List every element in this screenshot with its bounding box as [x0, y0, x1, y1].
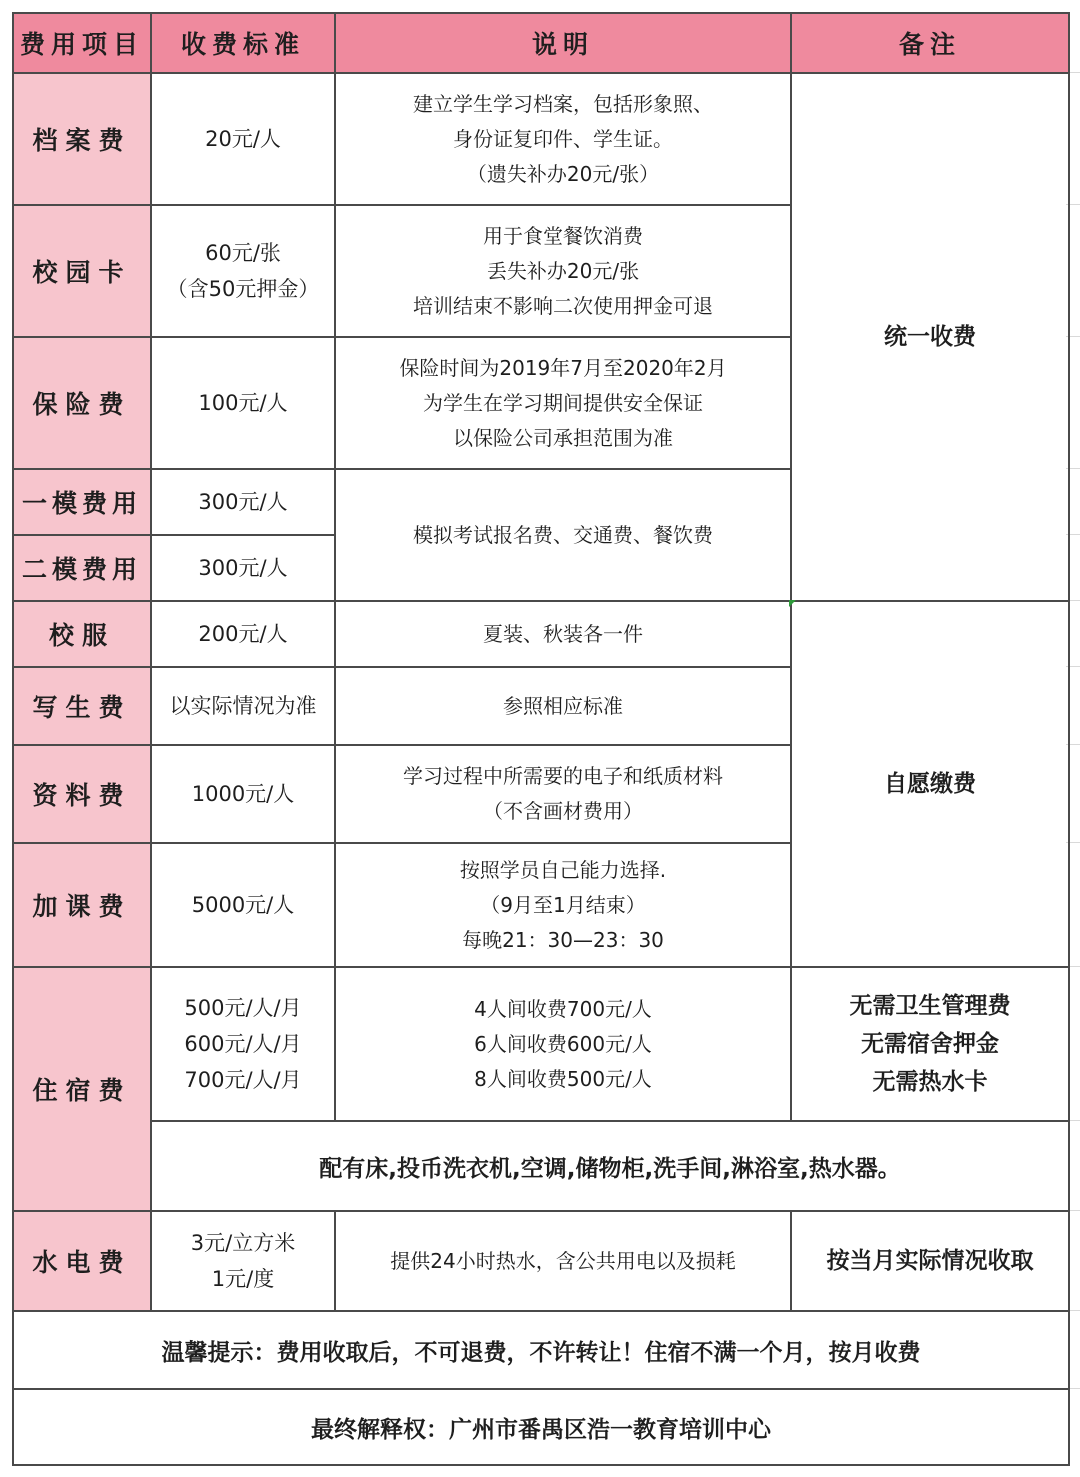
desc-campus-card: [335, 205, 791, 337]
standard-line: 700元/人/月: [184, 1068, 302, 1092]
remark-line: 无需卫生管理费: [849, 993, 1011, 1019]
header-remark: 备注: [791, 13, 1069, 73]
standard-lodging: [151, 967, 335, 1121]
desc-line: 6人间收费600元/人: [474, 1031, 652, 1056]
standard-sketch: 以实际情况为准: [151, 667, 335, 745]
table-row-tip: [13, 1311, 1069, 1389]
table-row-lodging: [13, 967, 1069, 1121]
item-uniform: 校服: [13, 601, 151, 667]
table-row-archive: [13, 73, 1069, 205]
header-item: 费用项目: [13, 13, 151, 73]
cell-comment-marker: [789, 600, 796, 607]
desc-line: （遗失补办20元/张）: [466, 161, 660, 186]
desc-line: 以保险公司承担范围为准: [453, 425, 673, 450]
desc-line: 按照学员自己能力选择.: [459, 857, 667, 882]
desc-uniform: 夏装、秋装各一件: [335, 601, 791, 667]
desc-line: 身份证复印件、学生证。: [453, 126, 673, 151]
desc-insurance: [335, 337, 791, 469]
table-row-uniform: [13, 601, 1069, 667]
standard-materials: 1000元/人: [151, 745, 335, 843]
standard-insurance: 100元/人: [151, 337, 335, 469]
fee-table: [12, 12, 1070, 1466]
item-mock1: 一模费用: [13, 469, 151, 535]
desc-line: 用于食堂餐饮消费: [483, 223, 643, 248]
standard-mock1: 300元/人: [151, 469, 335, 535]
desc-line: 每晚21：30—23：30: [462, 927, 664, 952]
standard-uniform: 200元/人: [151, 601, 335, 667]
desc-line: 保险时间为2019年7月至2020年2月: [399, 355, 727, 380]
item-archive: 档案费: [13, 73, 151, 205]
desc-mock: 模拟考试报名费、交通费、餐饮费: [335, 469, 791, 601]
desc-line: 学习过程中所需要的电子和纸质材料: [403, 764, 723, 788]
desc-archive: [335, 73, 791, 205]
lodging-facilities: 配有床,投币洗衣机,空调,储物柜,洗手间,淋浴室,热水器。: [151, 1121, 1069, 1211]
desc-sketch: 参照相应标准: [335, 667, 791, 745]
desc-line: 8人间收费500元/人: [474, 1066, 652, 1091]
item-campus-card: 校园卡: [13, 205, 151, 337]
table-row-rights: [13, 1389, 1069, 1465]
table-row-utilities: [13, 1211, 1069, 1311]
desc-line: （9月至1月结束）: [480, 892, 646, 917]
header-row: [13, 13, 1069, 73]
standard-mock2: 300元/人: [151, 535, 335, 601]
standard-line: 500元/人/月: [184, 996, 302, 1020]
remark-line: 无需宿舍押金: [861, 1031, 999, 1057]
header-description: 说明: [335, 13, 791, 73]
desc-line: 为学生在学习期间提供安全保证: [423, 390, 703, 415]
standard-line: 600元/人/月: [184, 1032, 302, 1056]
desc-line: 4人间收费700元/人: [474, 996, 652, 1021]
item-materials: 资料费: [13, 745, 151, 843]
item-utilities: 水电费: [13, 1211, 151, 1311]
desc-utilities: 提供24小时热水，含公共用电以及损耗: [335, 1211, 791, 1311]
standard-line: 3元/立方米: [190, 1231, 296, 1255]
remark-utilities: 按当月实际情况收取: [791, 1211, 1069, 1311]
header-standard: 收费标准: [151, 13, 335, 73]
desc-line: 培训结束不影响二次使用押金可退: [413, 293, 713, 318]
remark-voluntary: 自愿缴费: [791, 601, 1069, 967]
item-insurance: 保险费: [13, 337, 151, 469]
remark-unified: 统一收费: [791, 73, 1069, 601]
remark-line: 无需热水卡: [872, 1069, 988, 1095]
footer-tip: 温馨提示：费用收取后，不可退费，不许转让！住宿不满一个月，按月收费: [13, 1311, 1069, 1389]
standard-line: （含50元押金）: [166, 277, 320, 301]
desc-line: （不含画材费用）: [483, 799, 643, 823]
desc-line: 丢失补办20元/张: [486, 258, 640, 283]
footer-rights: 最终解释权：广州市番禺区浩一教育培训中心: [13, 1389, 1069, 1465]
standard-extra-class: 5000元/人: [151, 843, 335, 967]
standard-line: 1元/度: [211, 1267, 275, 1291]
desc-lodging: [335, 967, 791, 1121]
item-extra-class: 加课费: [13, 843, 151, 967]
item-lodging: 住宿费: [13, 967, 151, 1211]
standard-archive: 20元/人: [151, 73, 335, 205]
desc-materials: [335, 745, 791, 843]
desc-line: 建立学生学习档案，包括形象照、: [413, 91, 713, 116]
standard-line: 60元/张: [205, 241, 281, 265]
item-sketch: 写生费: [13, 667, 151, 745]
item-mock2: 二模费用: [13, 535, 151, 601]
desc-extra-class: [335, 843, 791, 967]
remark-lodging: [791, 967, 1069, 1121]
table-row-lodging-facilities: [13, 1121, 1069, 1211]
standard-utilities: [151, 1211, 335, 1311]
standard-campus-card: [151, 205, 335, 337]
